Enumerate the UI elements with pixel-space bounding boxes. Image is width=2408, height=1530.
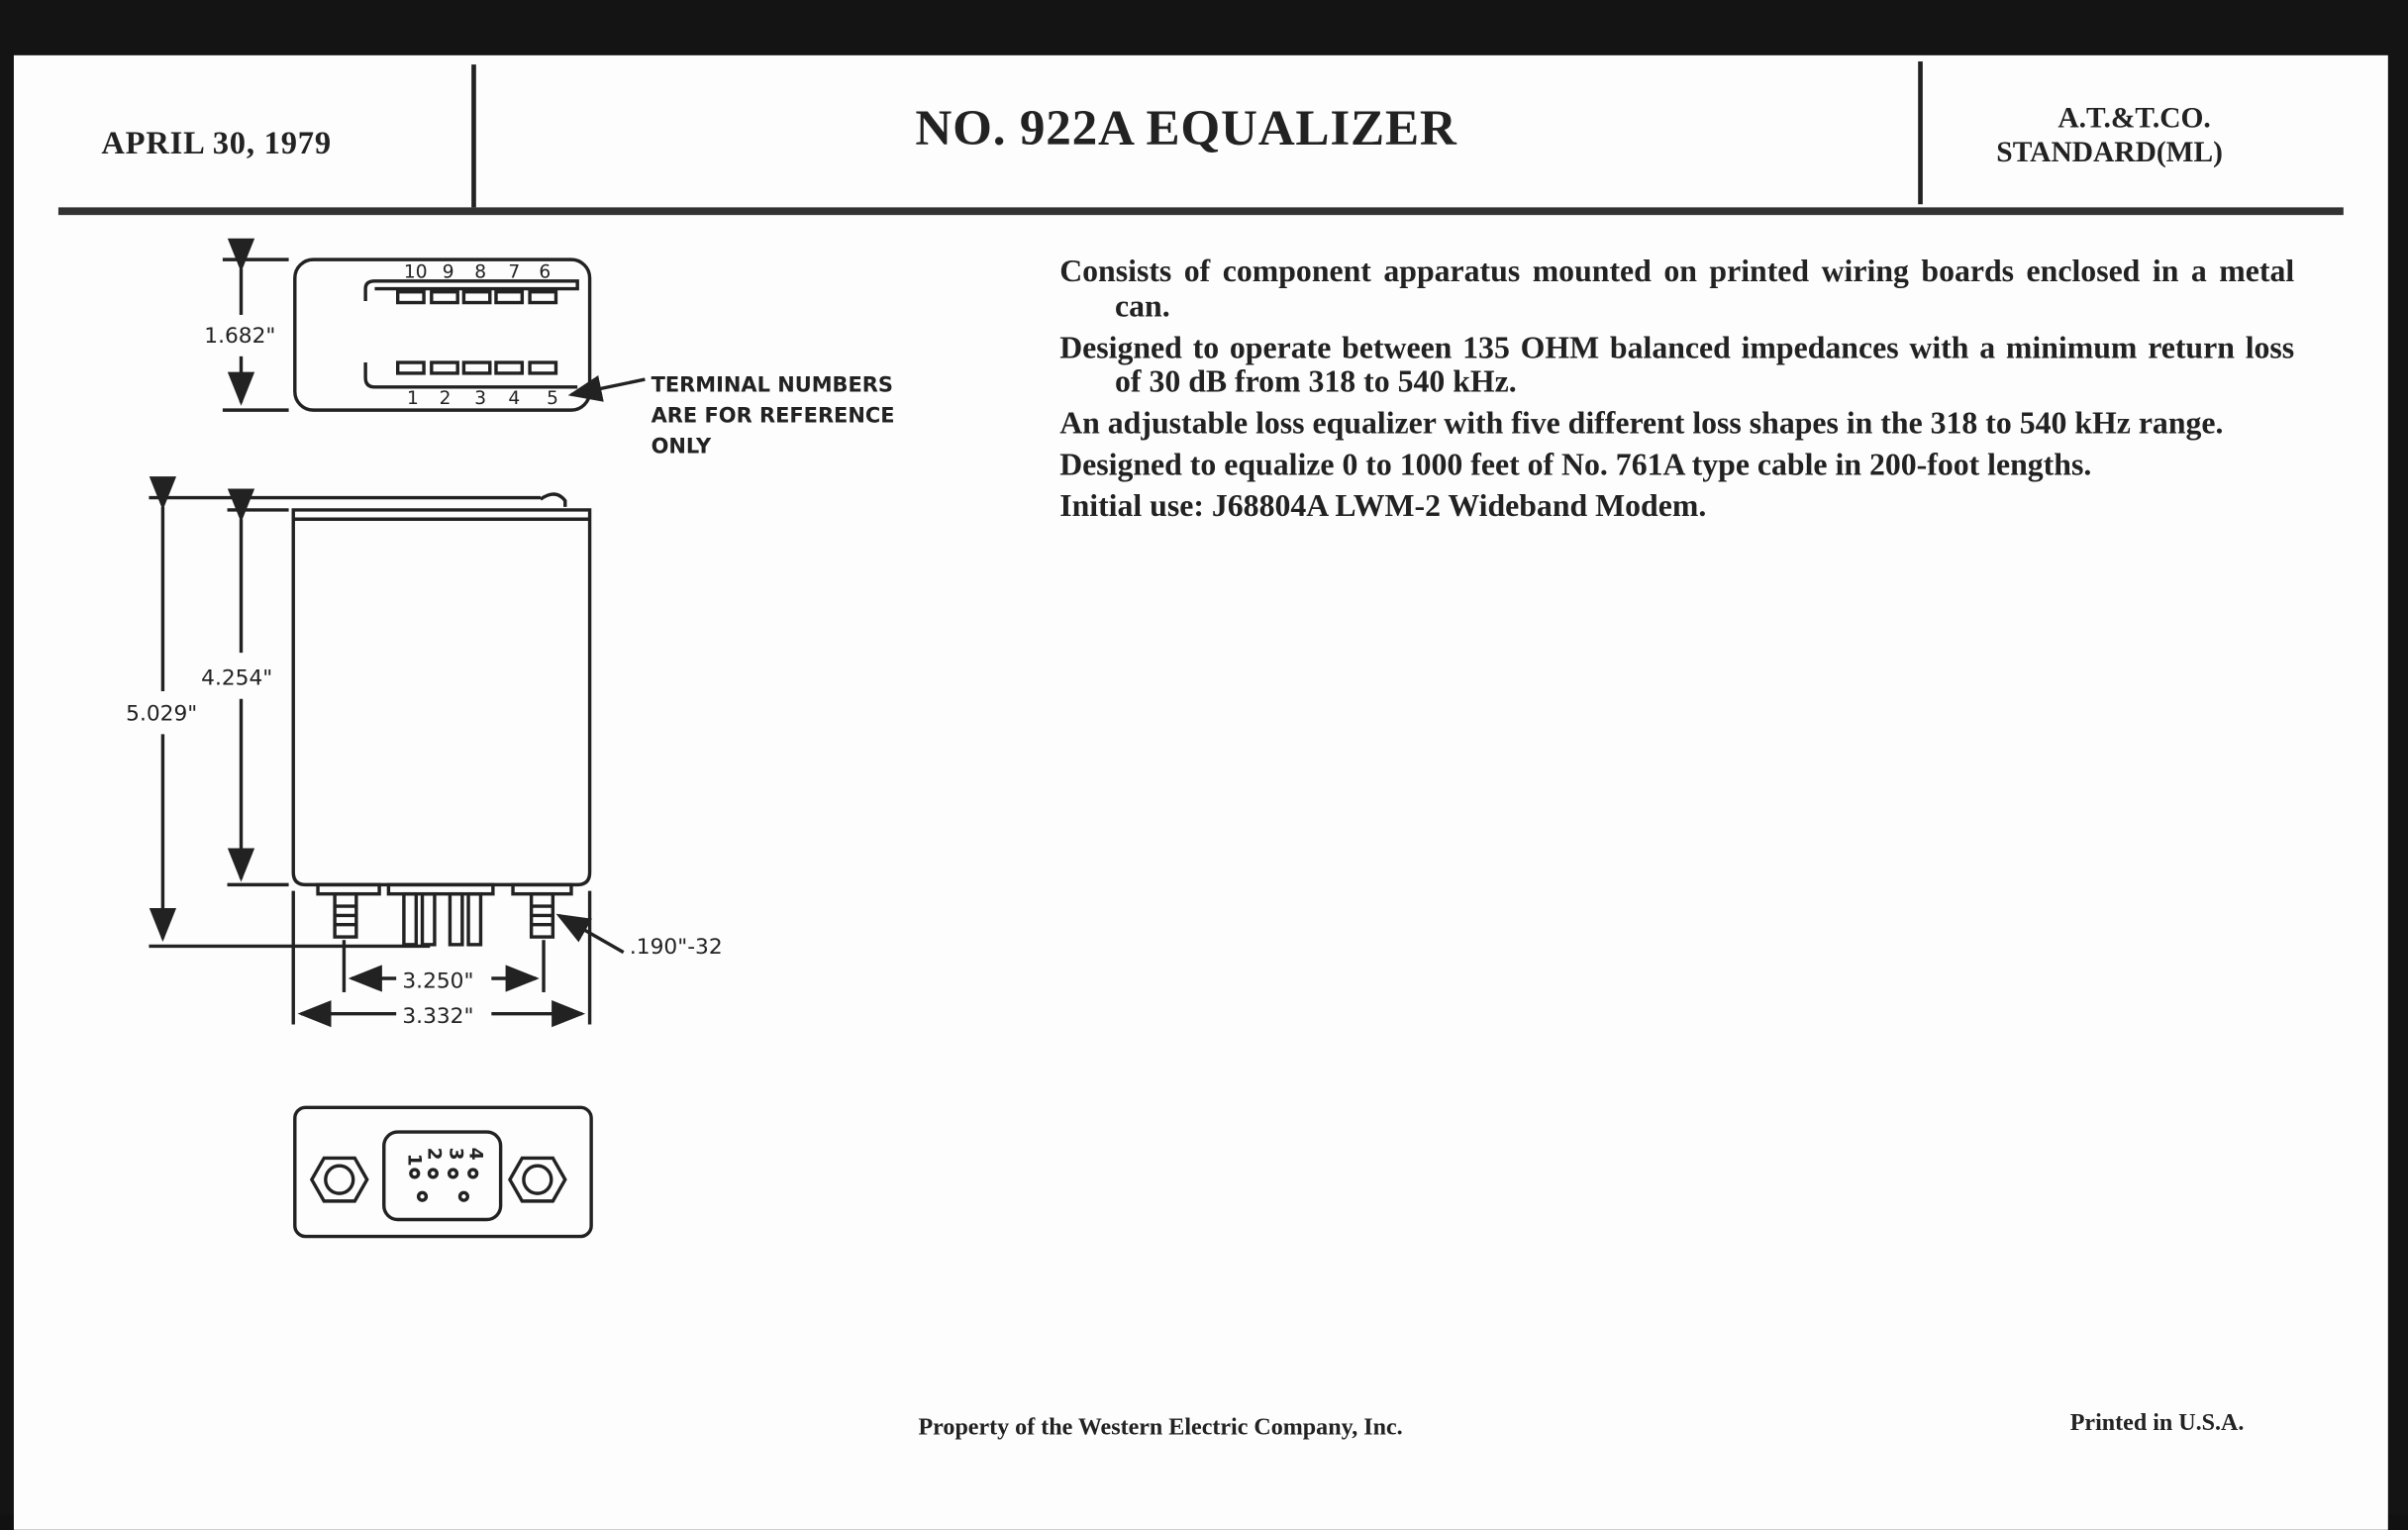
- issue-date: APRIL 30, 1979: [101, 124, 332, 161]
- height-dimension: 1.682": [204, 323, 276, 349]
- terminal-number: 1: [407, 387, 419, 409]
- pin-number: 3: [445, 1147, 466, 1161]
- description-paragraph: Initial use: J68804A LWM-2 Wideband Modem.: [1059, 489, 1707, 524]
- page-title: NO. 922A EQUALIZER: [915, 101, 1457, 157]
- thread-callout: .190"-32: [629, 935, 723, 961]
- terminal-number: 5: [547, 387, 558, 409]
- terminal-number: 9: [442, 261, 454, 283]
- terminal-note: ONLY: [651, 434, 712, 459]
- terminal-number: 4: [508, 387, 521, 409]
- terminal-number: 7: [508, 261, 521, 283]
- description-paragraph: Designed to equalize 0 to 1000 feet of No. 761A type cable in 200-foot lengths.: [1059, 448, 2092, 483]
- terminal-number: 6: [539, 261, 552, 283]
- footer-printed: Printed in U.S.A.: [2069, 1409, 2245, 1437]
- pin-number: 1: [403, 1153, 425, 1167]
- standard-org: A.T.&T.CO.: [2057, 102, 2211, 136]
- description-paragraph: Consists of component apparatus mounted on printed wiring boards enclosed in a metal can.: [1059, 255, 2295, 324]
- pin-number: 4: [464, 1147, 486, 1161]
- width-dimension: 3.332": [402, 1003, 474, 1029]
- footer-property: Property of the Western Electric Company, Inc.: [918, 1414, 1403, 1441]
- description-paragraph: An adjustable loss equalizer with five different loss shapes in the 318 to 540 kHz range.: [1059, 407, 2224, 442]
- overall-height-dimension: 5.029": [126, 701, 198, 727]
- terminal-note: TERMINAL NUMBERS: [651, 372, 893, 397]
- terminal-number: 2: [439, 387, 452, 409]
- terminal-number: 10: [403, 261, 428, 283]
- can-height-dimension: 4.254": [201, 665, 273, 691]
- bottom-view: [295, 1107, 591, 1236]
- standard-label: STANDARD(ML): [1996, 137, 2223, 169]
- terminal-number: 8: [474, 261, 487, 283]
- terminal-note: ARE FOR REFERENCE: [651, 403, 895, 428]
- stud-spacing-dimension: 3.250": [402, 969, 474, 994]
- pin-number: 2: [423, 1147, 445, 1161]
- terminal-number: 3: [474, 387, 487, 409]
- description-paragraph: Designed to operate between 135 OHM balanced impedances with a minimum return loss of 30 dB from 318 to 540 kHz.: [1059, 331, 2295, 400]
- side-view: [149, 494, 623, 1025]
- top-view: [223, 259, 646, 410]
